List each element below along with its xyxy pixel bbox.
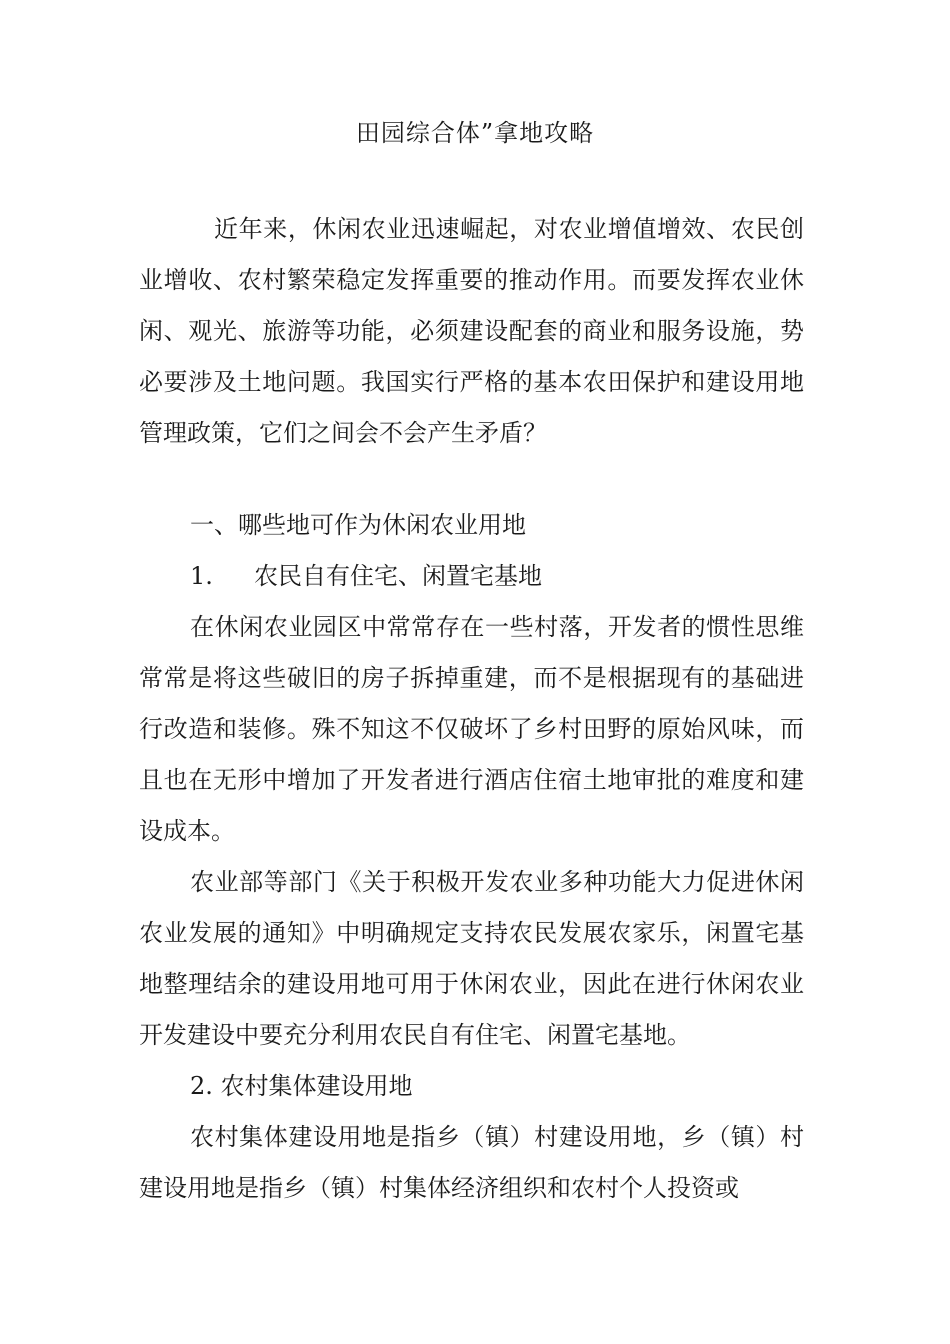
document-title: 田园综合体”拿地攻略 bbox=[355, 119, 595, 147]
item-1-paragraph-1: 在休闲农业园区中常常存在一些村落，开发者的惯性思维常常是将这些破旧的房子拆掉重建，而不是根据现有的基础进行改造和装修。殊不知这不仅破坏了乡村田野的原始风味，而且也在无形中增加了开发者进行酒店住宿土地审批的难度和建设成本。 bbox=[139, 613, 804, 845]
item-1-heading bbox=[190, 551, 542, 602]
item-1-number: 1. bbox=[190, 562, 213, 590]
item-1-title: 农民自有住宅、闲置宅基地 bbox=[254, 562, 542, 590]
item-2-heading: 2. 农村集体建设用地 bbox=[190, 1072, 413, 1100]
item-1-paragraph-2: 农业部等部门《关于积极开发农业多种功能大力促进休闲农业发展的通知》中明确规定支持农民发展农家乐，闲置宅基地整理结余的建设用地可用于休闲农业，因此在进行休闲农业开发建设中要充分利用农民自有住宅、闲置宅基地。 bbox=[139, 868, 804, 1049]
section-heading: 一、哪些地可作为休闲农业用地 bbox=[190, 511, 526, 539]
intro-paragraph: 近年来，休闲农业迅速崛起，对农业增值增效、农民创业增收、农村繁荣稳定发挥重要的推动作用。而要发挥农业休闲、观光、旅游等功能，必须建设配套的商业和服务设施，势必要涉及土地问题。我国实行严格的基本农田保护和建设用地管理政策，它们之间会不会产生矛盾？ bbox=[139, 215, 804, 447]
item-2-paragraph-1: 农村集体建设用地是指乡（镇）村建设用地，乡（镇）村建设用地是指乡（镇）村集体经济组织和农村个人投资或 bbox=[139, 1123, 804, 1202]
